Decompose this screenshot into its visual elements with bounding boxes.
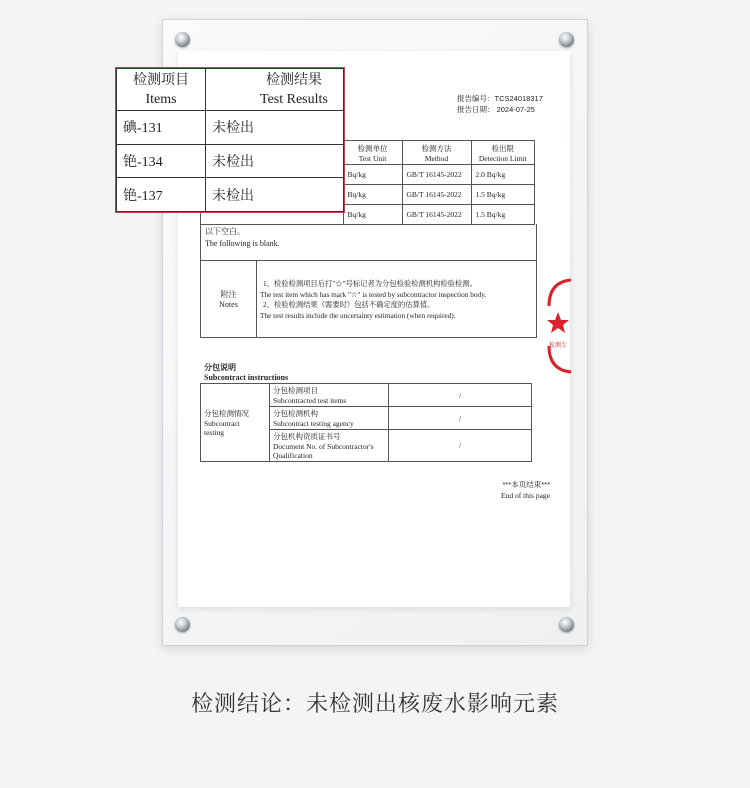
screw-icon [175, 32, 190, 47]
item-name: 铯-137 [117, 178, 206, 212]
notes-label-cn: 附注 [220, 290, 237, 299]
col-method-header: 检测方法 Method [402, 141, 471, 165]
result-row [117, 178, 344, 212]
inspection-seal [545, 276, 573, 376]
subcontract-title-cn: 分包说明 [204, 363, 236, 372]
subcontract-title-en: Subcontract instructions [204, 373, 289, 382]
table-row: Bq/kg GB/T 16145-2022 1.5 Bq/kg [201, 185, 535, 205]
item-name: 碘-131 [117, 111, 206, 145]
star-icon [547, 312, 569, 333]
result-row [117, 144, 344, 178]
items-header: 检测项目 Items [117, 69, 206, 111]
notes-box: 附注 Notes 1、检验检测项目后打"☆"号标记者为分包检验检测机构检验检测。 The test item which has mark "☆" is tested by subcontractor inspection body. 2、检验检测结果（需要时）包括不确定度的估算值。 The test results include the uncertainty estimation (when required). [200, 260, 537, 338]
subcontract-table: 分包检测情况 Subcontract testing 分包检测项目 Subcontracted test items / 分包检测机构 Subcontract testing agency / 分包机构资质证书号 Document No. of Subcontractor's Qualification / [200, 383, 532, 462]
item-result: 未检出 [206, 111, 344, 145]
col-limit-header: 检出限 Detection Limit [471, 141, 535, 165]
table-row: 分包机构资质证书号 Document No. of Subcontractor's Qualification [270, 430, 389, 462]
blank-note: 以下空白。 The following is blank. [200, 224, 537, 261]
results-header: 检测结果 Test Results [206, 69, 344, 111]
result-row [117, 111, 344, 145]
report-number: 报告编号：TCS24018317 [457, 94, 543, 103]
col-unit-header: 检测单位 Test Unit [343, 141, 402, 165]
item-result: 未检出 [206, 144, 344, 178]
report-date: 报告日期： 2024-07-25 [457, 105, 535, 114]
end-mark-cn: ***本页结束*** [502, 480, 550, 489]
item-name: 铯-134 [117, 144, 206, 178]
table-row: 分包检测项目 Subcontracted test items [270, 384, 389, 407]
svg-text:检测专: 检测专 [548, 342, 568, 349]
conclusion-caption: 检测结论：未检测出核废水影响元素 [190, 692, 559, 717]
table-row: 分包检测机构 Subcontract testing agency [270, 407, 389, 430]
screw-icon [559, 32, 574, 47]
screw-icon [559, 617, 574, 632]
table-row: Bq/kg GB/T 16145-2022 1.5 Bq/kg [201, 205, 535, 225]
item-result: 未检出 [206, 178, 344, 212]
notes-label-en: Notes [219, 300, 238, 309]
screw-icon [175, 617, 190, 632]
end-mark-en: End of this page [501, 491, 550, 500]
subcontract-group: 分包检测情况 Subcontract testing [201, 384, 270, 462]
zoomed-results-table [115, 67, 345, 213]
table-row: Bq/kg GB/T 16145-2022 2.0 Bq/kg [201, 165, 535, 185]
